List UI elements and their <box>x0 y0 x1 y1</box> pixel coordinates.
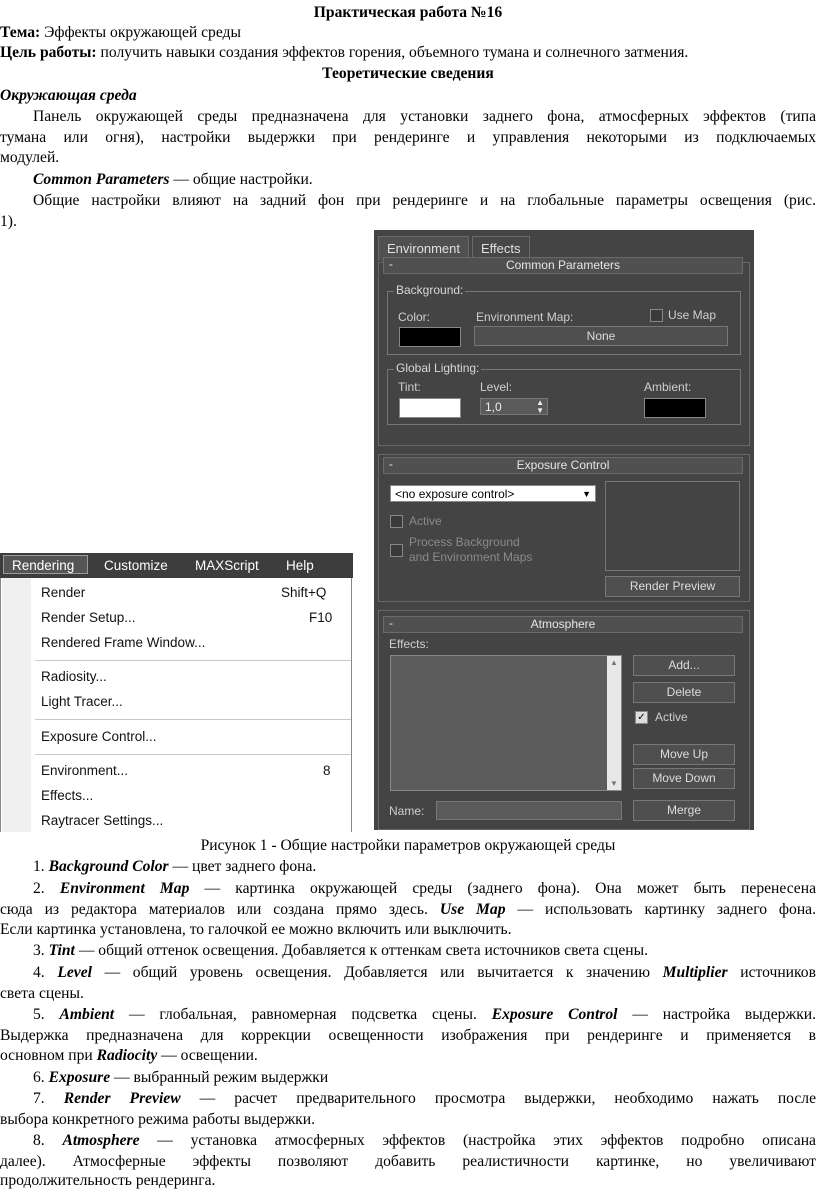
spinner-arrows-icon[interactable]: ▲ ▼ <box>536 398 544 415</box>
menu-separator <box>35 660 351 661</box>
collapse-icon: - <box>389 616 393 630</box>
process-background-label: Process Background <box>409 535 520 549</box>
exposure-preview-area <box>605 481 740 571</box>
goal-line: Цель работы: получить навыки создания эффектов горения, объемного тумана и солнечного затмения. <box>0 44 689 61</box>
exposure-control-rollout <box>378 454 750 602</box>
effects-list[interactable] <box>390 655 622 791</box>
name-label: Name: <box>389 804 425 818</box>
item-6: 6. Exposure — выбранный режим выдержки <box>33 1069 329 1086</box>
menu-item-exposure-control[interactable]: Exposure Control... <box>41 729 157 744</box>
para1-line1: Панель окружающей среды предназначена для установки заднего фона, атмосферных эффектов (типа <box>33 108 816 125</box>
figure-caption: Рисунок 1 - Общие настройки параметров окружающей среды <box>200 837 616 854</box>
menu-item-render-setup[interactable]: Render Setup... <box>41 610 136 625</box>
doc-title: Практическая работа №16 <box>313 4 503 21</box>
tint-color-swatch[interactable] <box>399 398 461 418</box>
rendering-menu <box>0 553 353 832</box>
background-group <box>387 283 741 355</box>
menu-item-effects[interactable]: Effects... <box>41 788 94 803</box>
item-8-line1: 8. Atmosphere — установка атмосферных эффектов (настройка этих эффектов подробно описана <box>33 1132 816 1149</box>
tab-effects[interactable]: Effects <box>472 236 530 261</box>
environment-map-button[interactable]: None <box>474 326 728 346</box>
menu-item-light-tracer[interactable]: Light Tracer... <box>41 694 123 709</box>
collapse-icon: - <box>389 457 393 471</box>
menu-item-environment[interactable]: Environment... <box>41 763 129 778</box>
menu-item-raytracer-settings[interactable]: Raytracer Settings... <box>41 813 164 828</box>
atmosphere-active-checkbox[interactable]: ✓ <box>635 711 648 724</box>
item-4-line2: света сцены. <box>0 985 84 1002</box>
item-8-line3: продолжительность рендеринга. <box>0 1172 216 1189</box>
collapse-icon: - <box>389 257 393 271</box>
environment-panel <box>374 230 754 830</box>
exposure-active-checkbox[interactable] <box>390 515 403 528</box>
item-7-line2: выбора конкретного режима работы выдержки. <box>0 1111 316 1128</box>
para1-line3: модулей. <box>0 149 60 166</box>
process-background-label-line2: and Environment Maps <box>409 550 533 564</box>
tab-environment[interactable]: Environment <box>378 236 469 261</box>
merge-button[interactable]: Merge <box>633 800 735 821</box>
menu-separator <box>35 754 351 755</box>
topic-line: Тема: Эффекты окружающей среды <box>0 24 241 41</box>
menu-customize[interactable]: Customize <box>104 558 168 573</box>
tint-label: Tint: <box>398 380 421 394</box>
move-down-button[interactable]: Move Down <box>633 768 735 789</box>
item-2-line1: 2. Environment Map — картинка окружающей среды (заднего фона). Она может быть перенесена <box>33 880 816 897</box>
rendering-dropdown <box>0 578 352 832</box>
ambient-label: Ambient: <box>644 380 692 394</box>
item-7-line1: 7. Render Preview — расчет предварительного просмотра выдержки, необходимо нажать после <box>33 1090 816 1107</box>
effects-scrollbar[interactable] <box>607 656 621 790</box>
menu-item-radiosity[interactable]: Radiosity... <box>41 669 107 684</box>
background-color-swatch[interactable] <box>399 327 461 347</box>
global-lighting-label: Global Lighting: <box>396 361 480 375</box>
item-8-line2: далее). Атмосферные эффекты позволяют добавить реалистичности картинке, но увеличивают <box>0 1153 816 1170</box>
menu-item-rendered-frame-window[interactable]: Rendered Frame Window... <box>41 635 206 650</box>
item-5-line1: 5. Ambient — глобальная, равномерная подсветка сцены. Exposure Control — настройка выдержки. <box>33 1006 816 1023</box>
exposure-control-header[interactable]: - Exposure Control <box>383 457 743 474</box>
atmosphere-header[interactable]: - Atmosphere <box>383 616 743 633</box>
exposure-type-dropdown[interactable]: <no exposure control> ▼ <box>390 485 596 502</box>
use-map-checkbox[interactable] <box>650 309 663 322</box>
process-background-checkbox[interactable] <box>390 544 403 557</box>
item-5-line3: основном при Radiocity — освещении. <box>0 1047 258 1064</box>
level-label: Level: <box>480 380 513 394</box>
effect-name-field[interactable] <box>436 801 622 820</box>
use-map-label: Use Map <box>668 308 717 322</box>
para2-line1: Общие настройки влияют на задний фон при рендеринге и на глобальные параметры освещения (рис. <box>33 192 816 209</box>
atmosphere-rollout <box>378 610 750 830</box>
menu-maxscript[interactable]: MAXScript <box>195 558 259 573</box>
exposure-active-label: Active <box>409 514 442 528</box>
theory-heading: Теоретические сведения <box>322 65 494 82</box>
para2-line2: 1). <box>0 213 17 230</box>
env-heading: Окружающая среда <box>0 87 137 104</box>
delete-effect-button[interactable]: Delete <box>633 682 735 703</box>
menu-rendering[interactable]: Rendering <box>3 555 88 574</box>
shortcut-environment: 8 <box>323 763 331 778</box>
item-3: 3. Tint — общий оттенок освещения. Добавляется к оттенкам света источников света сцены. <box>33 942 649 959</box>
shortcut-render: Shift+Q <box>281 585 327 600</box>
effects-label: Effects: <box>389 637 429 651</box>
common-params-line: Common Parameters — общие настройки. <box>33 171 313 188</box>
item-2-line2: сюда из редактора материалов или создана прямо здесь. Use Map — использовать картинку заднего фона. <box>0 901 816 918</box>
background-group-label: Background: <box>396 283 464 297</box>
menu-separator <box>35 719 351 720</box>
item-5-line2: Выдержка предназначена для коррекции освещенности изображения при рендеринге и применяется в <box>0 1027 816 1044</box>
menu-help[interactable]: Help <box>286 558 314 573</box>
render-preview-button[interactable]: Render Preview <box>605 576 740 597</box>
scroll-up-icon[interactable]: ▲ <box>610 658 618 667</box>
atmosphere-active-label: Active <box>655 710 688 724</box>
item-2-line3: Если картинка установлена, то галочкой ее можно включить или выключить. <box>0 921 512 938</box>
ambient-color-swatch[interactable] <box>644 398 706 418</box>
item-1: 1. Background Color — цвет заднего фона. <box>33 858 317 875</box>
level-spinner[interactable]: 1,0 ▲ ▼ <box>480 398 548 415</box>
common-parameters-header[interactable]: - Common Parameters <box>383 257 743 274</box>
color-label: Color: <box>398 310 431 324</box>
add-effect-button[interactable]: Add... <box>633 655 735 676</box>
para1-line2: тумана или огня), настройки выдержки при рендеринге и управления некоторыми из подключаемых <box>0 129 816 146</box>
menu-gutter <box>2 578 31 832</box>
menu-item-render[interactable]: Render <box>41 585 86 600</box>
scroll-down-icon[interactable]: ▼ <box>610 779 618 788</box>
shortcut-render-setup: F10 <box>309 610 333 625</box>
menu-bar <box>0 553 353 578</box>
common-parameters-rollout <box>378 257 750 446</box>
chevron-down-icon: ▼ <box>582 489 591 499</box>
environment-map-label: Environment Map: <box>476 310 574 324</box>
item-4-line1: 4. Level — общий уровень освещения. Добавляется или вычитается к значению Multiplier источников <box>33 964 816 981</box>
global-lighting-group <box>387 361 741 425</box>
move-up-button[interactable]: Move Up <box>633 744 735 765</box>
